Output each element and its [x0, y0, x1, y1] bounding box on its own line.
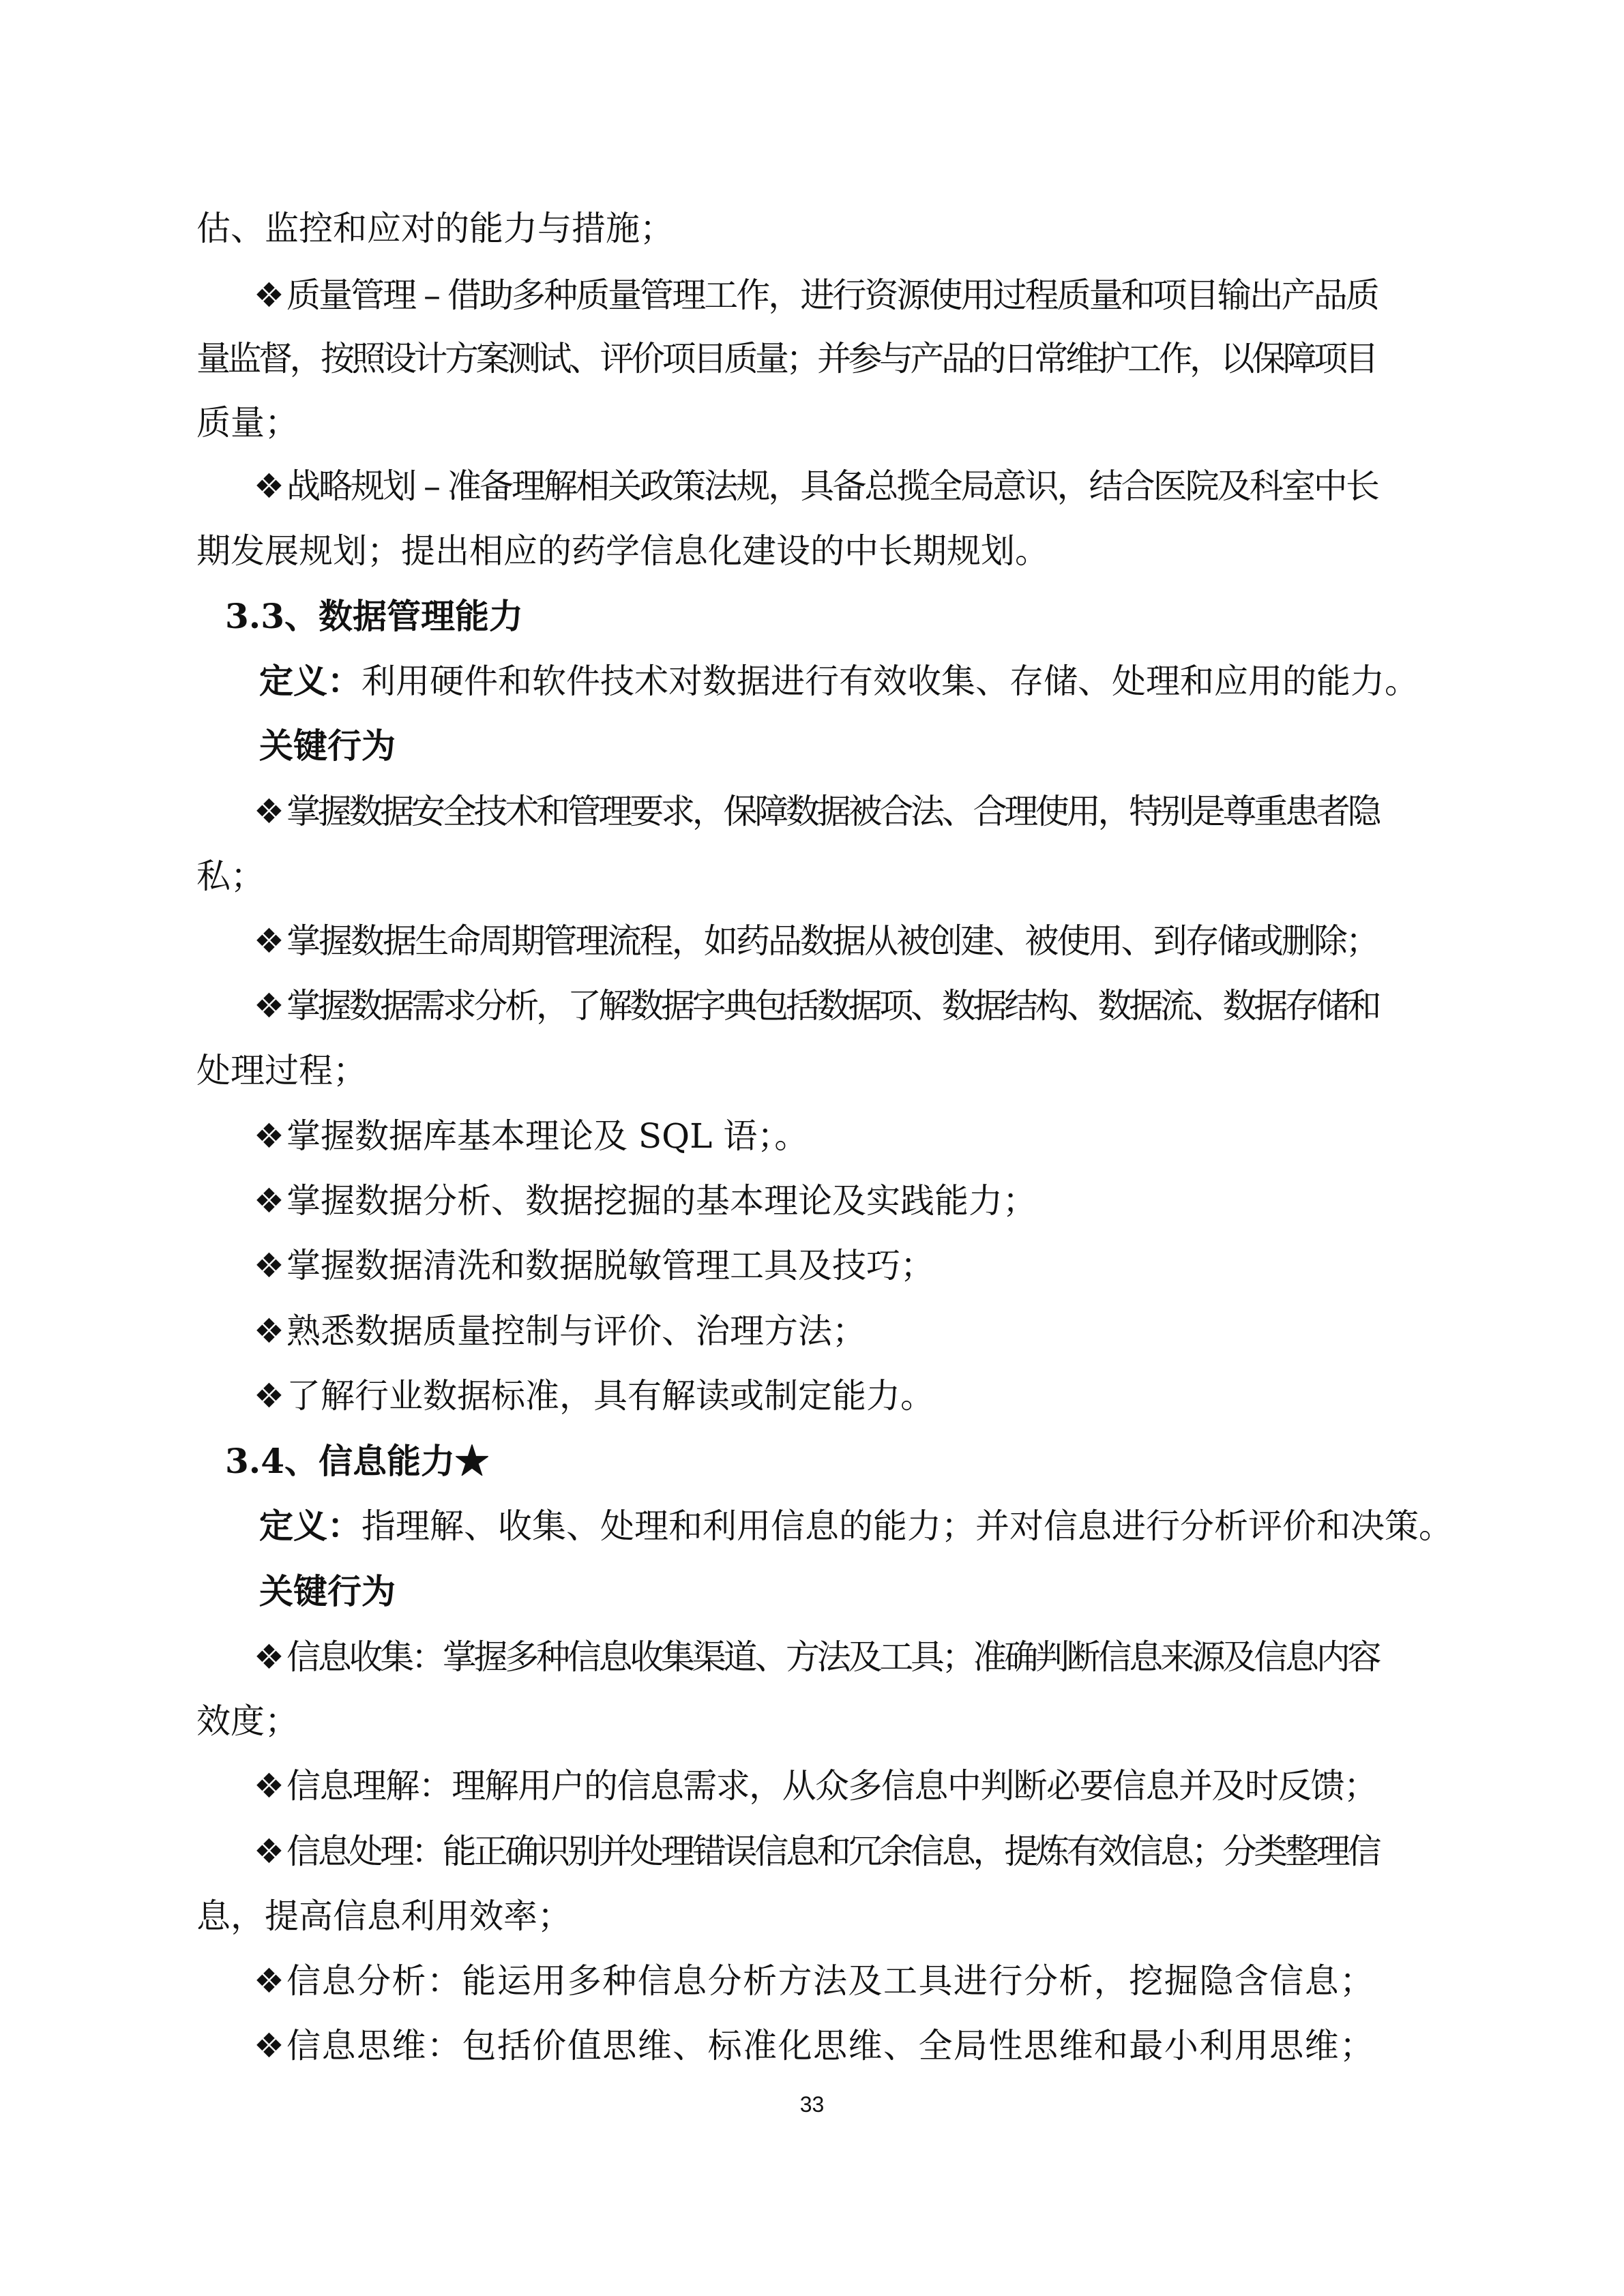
bullet-item-text: 掌握数据清洗和数据脱敏管理工具及技巧； — [286, 1246, 934, 1285]
key-behaviors-heading: 关键行为 — [259, 1571, 396, 1611]
bullet-item-text: 了解行业数据标准，具有解读或制定能力。 — [286, 1376, 934, 1416]
bullet-item — [254, 1637, 1378, 1678]
diamond-bullet-icon: ❖ — [254, 1116, 284, 1156]
diamond-bullet-icon: ❖ — [254, 1961, 286, 2001]
paragraph-line: 量监督，按照设计方案测试、评价项目质量；并参与产品的日常维护工作，以保障项目 — [196, 339, 1376, 378]
bullet-item-text: 战略规划 – 准备理解相关政策法规，具备总揽全局意识，结合医院及科室中长 — [286, 466, 1378, 506]
bullet-item — [254, 791, 1378, 832]
bullet-item — [254, 921, 1378, 961]
bullet-item-text: 信息分析：能运用多种信息分析方法及工具进行分析，挖掘隐含信息； — [286, 1961, 1375, 2001]
bullet-item-text: 熟悉数据质量控制与评价、治理方法； — [286, 1311, 866, 1351]
definition-label: 定义： — [259, 1506, 361, 1546]
section-heading: 3.4、信息能力★ — [225, 1441, 489, 1481]
diamond-bullet-icon: ❖ — [254, 275, 282, 315]
bullet-item-text: 掌握数据生命周期管理流程，如药品数据从被创建、被使用、到存储或删除； — [286, 921, 1378, 961]
diamond-bullet-icon: ❖ — [254, 2026, 286, 2066]
bullet-item-text: 信息理解：理解用户的信息需求，从众多信息中判断必要信息并及时反馈； — [286, 1766, 1377, 1806]
diamond-bullet-icon: ❖ — [254, 1311, 284, 1351]
diamond-bullet-icon: ❖ — [254, 1181, 284, 1221]
bullet-item-text: 掌握数据安全技术和管理要求，保障数据被合法、合理使用，特别是尊重患者隐 — [286, 792, 1379, 831]
bullet-item-text: 质量管理 – 借助多种质量管理工作，进行资源使用过程质量和项目输出产品质 — [286, 275, 1378, 315]
bullet-item-text: 信息思维：包括价值思维、标准化思维、全局性思维和最小利用思维； — [286, 2026, 1375, 2066]
bullet-item — [254, 1831, 1378, 1872]
bullet-item — [254, 466, 1378, 507]
bullet-item — [254, 985, 1378, 1026]
paragraph-line: 期发展规划；提出相应的药学信息化建设的中长期规划。 — [196, 531, 1049, 571]
definition-text: 利用硬件和软件技术对数据进行有效收集、存储、处理和应用的能力。 — [361, 661, 1419, 701]
diamond-bullet-icon: ❖ — [254, 1376, 284, 1416]
bullet-item-text: 掌握数据需求分析，了解数据字典包括数据项、数据结构、数据流、数据存储和 — [286, 986, 1379, 1026]
bullet-item-text: 信息处理：能正确识别并处理错误信息和冗余信息，提炼有效信息；分类整理信 — [286, 1832, 1379, 1871]
definition-line — [259, 1506, 1453, 1547]
bullet-item — [254, 1375, 934, 1416]
diamond-bullet-icon: ❖ — [254, 792, 282, 831]
diamond-bullet-icon: ❖ — [254, 1832, 282, 1871]
definition-text: 指理解、收集、处理和利用信息的能力；并对信息进行分析评价和决策。 — [361, 1506, 1453, 1546]
diamond-bullet-icon: ❖ — [254, 466, 282, 506]
bullet-item — [254, 1245, 934, 1286]
diamond-bullet-icon: ❖ — [254, 1637, 282, 1677]
bullet-item-text: 掌握数据库基本理论及 SQL 语；。 — [286, 1116, 809, 1156]
paragraph-line: 效度； — [196, 1701, 299, 1741]
bullet-item — [254, 1960, 1375, 2001]
bullet-item — [254, 275, 1378, 316]
bullet-item — [254, 1311, 866, 1352]
bullet-item — [254, 1116, 808, 1157]
key-behaviors-heading: 关键行为 — [259, 726, 396, 766]
paragraph-line: 估、监控和应对的能力与措施； — [196, 209, 674, 248]
bullet-item — [254, 2025, 1375, 2066]
definition-label: 定义： — [259, 661, 361, 701]
diamond-bullet-icon: ❖ — [254, 1766, 284, 1806]
paragraph-line: 私； — [196, 856, 265, 896]
section-heading: 3.3、数据管理能力 — [225, 596, 523, 636]
bullet-item-text: 掌握数据分析、数据挖掘的基本理论及实践能力； — [286, 1181, 1037, 1221]
paragraph-line: 质量； — [196, 403, 299, 443]
diamond-bullet-icon: ❖ — [254, 921, 282, 961]
bullet-item — [254, 1765, 1377, 1806]
paragraph-line: 息，提高信息利用效率； — [196, 1896, 572, 1936]
bullet-item — [254, 1180, 1037, 1221]
page-number: 33 — [799, 2092, 825, 2117]
definition-line — [259, 661, 1419, 702]
bullet-item-text: 信息收集：掌握多种信息收集渠道、方法及工具；准确判断信息来源及信息内容 — [286, 1637, 1379, 1677]
paragraph-line: 处理过程； — [196, 1051, 367, 1090]
diamond-bullet-icon: ❖ — [254, 1246, 284, 1285]
diamond-bullet-icon: ❖ — [254, 986, 282, 1026]
